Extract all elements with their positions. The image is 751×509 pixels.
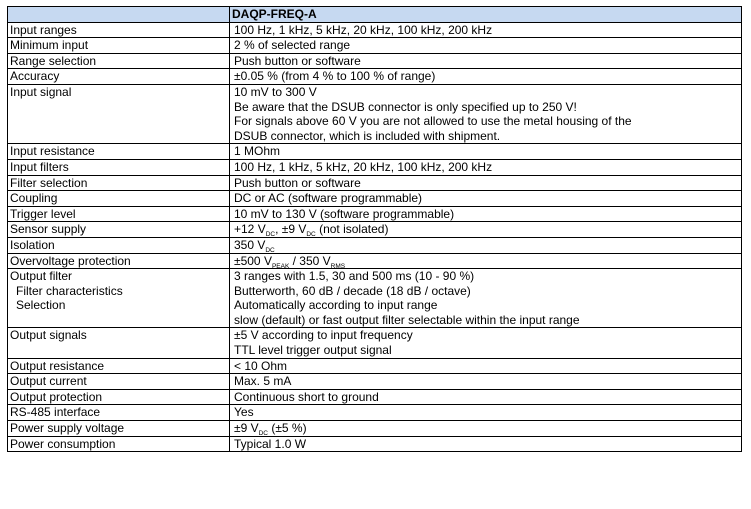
row-value: ±0.05 % (from 4 % to 100 % of range) bbox=[230, 69, 742, 85]
row-value-line: Automatically according to input range bbox=[234, 298, 438, 313]
row-label: Filter selection bbox=[8, 175, 230, 191]
row-value: Push button or software bbox=[230, 53, 742, 69]
row-label: Range selection bbox=[8, 53, 230, 69]
value-text: (±5 %) bbox=[268, 421, 307, 436]
table-row bbox=[8, 22, 742, 38]
row-value: Max. 5 mA bbox=[230, 374, 742, 390]
spec-table bbox=[7, 6, 742, 452]
row-value-line: slow (default) or fast output filter selectable within the input range bbox=[234, 312, 580, 327]
row-label: Accuracy bbox=[8, 69, 230, 85]
row-value-line: TTL level trigger output signal bbox=[234, 343, 392, 358]
value-text: (not isolated) bbox=[315, 222, 389, 237]
row-value: 1 MOhm bbox=[230, 144, 742, 160]
header-row bbox=[8, 7, 742, 23]
row-value bbox=[230, 328, 742, 358]
table-row bbox=[8, 328, 742, 358]
row-value bbox=[230, 269, 742, 328]
subscript: PEAK bbox=[271, 262, 290, 270]
row-label-line: Output filter bbox=[10, 269, 73, 284]
row-value: Typical 1.0 W bbox=[230, 436, 742, 452]
table-row bbox=[8, 159, 742, 175]
table-row bbox=[8, 191, 742, 207]
table-row bbox=[8, 222, 742, 238]
value-text: , ±9 V bbox=[275, 222, 307, 237]
row-label-line: Filter characteristics bbox=[16, 283, 123, 298]
row-label: Power consumption bbox=[8, 436, 230, 452]
table-row bbox=[8, 69, 742, 85]
table-row bbox=[8, 206, 742, 222]
row-label: Power supply voltage bbox=[8, 421, 230, 437]
table-row bbox=[8, 405, 742, 421]
row-value: Push button or software bbox=[230, 175, 742, 191]
row-value-line: Butterworth, 60 dB / decade (18 dB / octave) bbox=[234, 283, 471, 298]
row-label: Overvoltage protection bbox=[8, 253, 230, 269]
row-value-line: ±5 V according to input frequency bbox=[234, 328, 413, 343]
table-row bbox=[8, 436, 742, 452]
row-label-line: Selection bbox=[16, 298, 66, 313]
table-row bbox=[8, 421, 742, 437]
table-row bbox=[8, 269, 742, 328]
table-row bbox=[8, 175, 742, 191]
row-value: 100 Hz, 1 kHz, 5 kHz, 20 kHz, 100 kHz, 200 kHz bbox=[230, 22, 742, 38]
table-row bbox=[8, 374, 742, 390]
row-label: Input signal bbox=[8, 84, 230, 143]
subscript: DC bbox=[306, 231, 316, 239]
row-value-line: 10 mV to 300 V bbox=[234, 84, 317, 99]
row-value: < 10 Ohm bbox=[230, 358, 742, 374]
row-label bbox=[8, 269, 230, 328]
value-text: +12 V bbox=[234, 222, 266, 237]
row-label: Output protection bbox=[8, 389, 230, 405]
row-value-line: DSUB connector, which is included with shipment. bbox=[234, 128, 501, 143]
table-row bbox=[8, 144, 742, 160]
row-label: RS-485 interface bbox=[8, 405, 230, 421]
table-row bbox=[8, 84, 742, 143]
table-row bbox=[8, 358, 742, 374]
header-model-name: DAQP-FREQ-A bbox=[230, 7, 742, 23]
row-label: Input filters bbox=[8, 159, 230, 175]
value-text: ±9 V bbox=[234, 421, 259, 436]
row-label: Output resistance bbox=[8, 358, 230, 374]
row-value-line: For signals above 60 V you are not allowed to use the metal housing of the bbox=[234, 114, 632, 129]
value-text: 350 V bbox=[234, 237, 266, 252]
row-value bbox=[230, 222, 742, 238]
header-cell-empty bbox=[8, 7, 230, 23]
row-value-line: Be aware that the DSUB connector is only specified up to 250 V! bbox=[234, 99, 577, 114]
subscript: DC bbox=[258, 430, 268, 438]
row-value: 100 Hz, 1 kHz, 5 kHz, 20 kHz, 100 kHz, 200 kHz bbox=[230, 159, 742, 175]
table-row bbox=[8, 253, 742, 269]
table-row bbox=[8, 38, 742, 54]
subscript: RMS bbox=[330, 262, 346, 270]
row-value-line: 3 ranges with 1.5, 30 and 500 ms (10 - 90 %) bbox=[234, 269, 475, 284]
value-text: ±500 V bbox=[234, 253, 272, 268]
subscript: DC bbox=[265, 246, 275, 254]
table-row bbox=[8, 237, 742, 253]
row-label: Minimum input bbox=[8, 38, 230, 54]
subscript: DC bbox=[265, 231, 276, 239]
value-text: / 350 V bbox=[289, 253, 331, 268]
row-value: 10 mV to 130 V (software programmable) bbox=[230, 206, 742, 222]
row-label: Trigger level bbox=[8, 206, 230, 222]
row-label: Output signals bbox=[8, 328, 230, 358]
row-value bbox=[230, 421, 742, 437]
row-value bbox=[230, 237, 742, 253]
row-value bbox=[230, 253, 742, 269]
row-label: Input resistance bbox=[8, 144, 230, 160]
row-label: Input ranges bbox=[8, 22, 230, 38]
row-value: 2 % of selected range bbox=[230, 38, 742, 54]
row-value bbox=[230, 84, 742, 143]
row-label: Isolation bbox=[8, 237, 230, 253]
row-label: Coupling bbox=[8, 191, 230, 207]
table-row bbox=[8, 53, 742, 69]
row-value: Continuous short to ground bbox=[230, 389, 742, 405]
row-label: Sensor supply bbox=[8, 222, 230, 238]
row-label: Output current bbox=[8, 374, 230, 390]
row-value: DC or AC (software programmable) bbox=[230, 191, 742, 207]
row-value: Yes bbox=[230, 405, 742, 421]
table-row bbox=[8, 389, 742, 405]
